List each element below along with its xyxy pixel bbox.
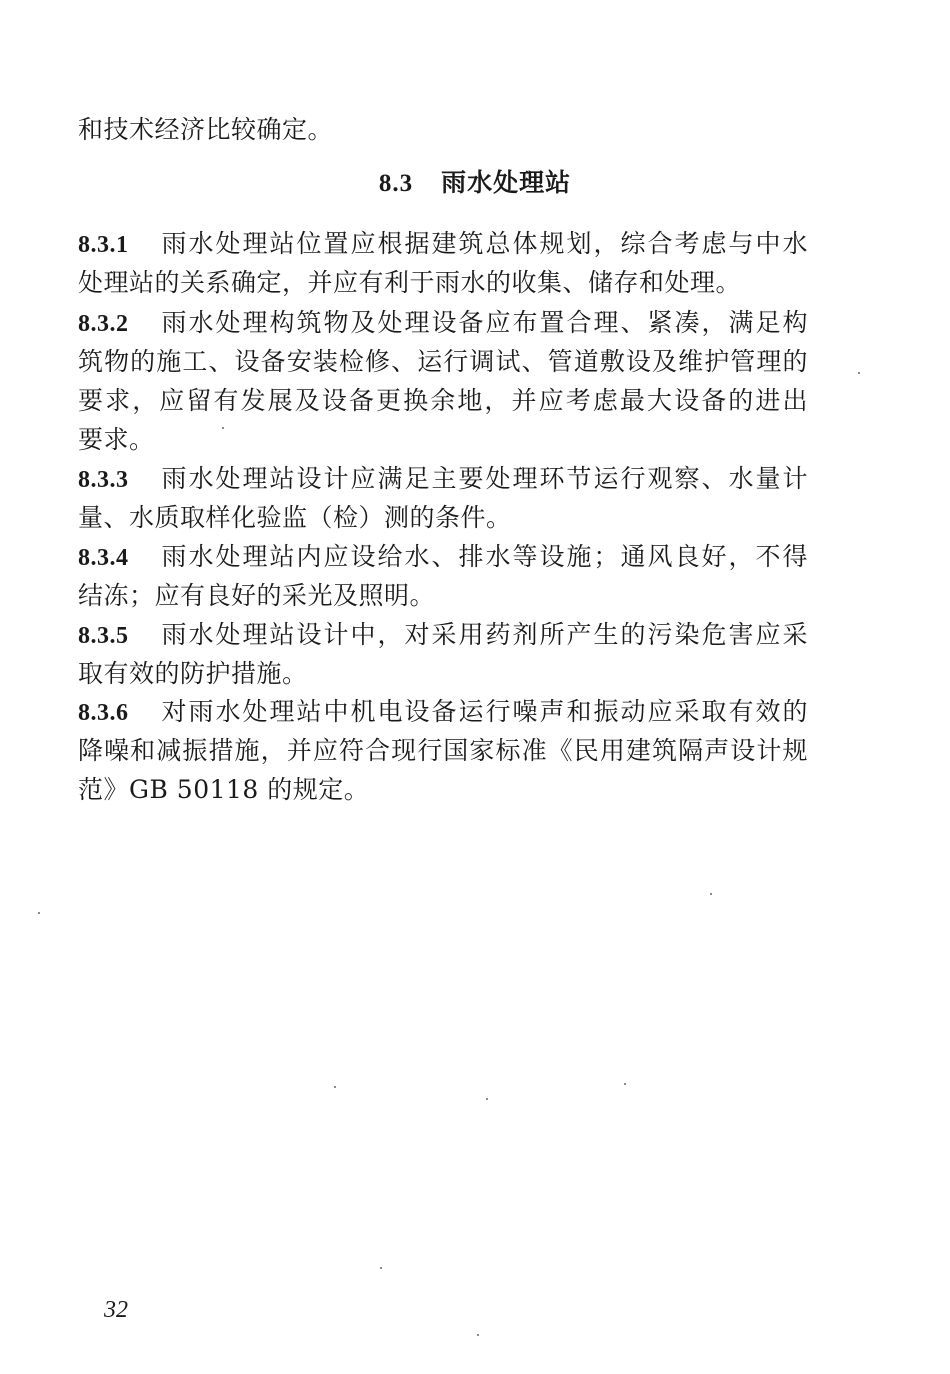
clause-text: 雨水处理站位置应根据建筑总体规划，综合考虑与中水 [160,229,808,258]
scan-speck [38,912,40,914]
scan-speck [222,427,224,429]
section-title: 雨水处理站 [441,168,572,197]
scan-speck [334,1086,336,1088]
clause-number: 8.3.1 [78,232,129,258]
clause-8-3-4-line-1 [78,542,808,573]
clause-8-3-2-line-1 [78,308,808,339]
clause-text: 雨水处理站设计中，对采用药剂所产生的污染危害应采 [160,620,808,649]
clause-8-3-5-line-1 [78,620,808,651]
clause-number: 8.3.4 [78,545,129,571]
clause-8-3-5-line-2: 取有效的防护措施。 [78,659,308,688]
continuation-text: 和技术经济比较确定。 [78,115,334,144]
page-number: 32 [104,1297,128,1323]
scan-speck [486,1098,488,1100]
scan-speck [477,1334,479,1336]
clause-8-3-1-line-2: 处理站的关系确定，并应有利于雨水的收集、储存和处理。 [78,268,742,297]
clause-8-3-3-line-1 [78,464,808,495]
clause-text: 雨水处理站内应设给水、排水等设施；通风良好，不得 [160,542,808,571]
clause-8-3-2-line-3: 要求，应留有发展及设备更换余地，并应考虑最大设备的进出 [78,386,808,415]
clause-number: 8.3.6 [78,700,129,726]
clause-8-3-3-line-2: 量、水质取样化验监（检）测的条件。 [78,503,512,532]
section-heading [0,168,950,199]
clause-text: 雨水处理构筑物及处理设备应布置合理、紧凑，满足构 [160,308,808,337]
clause-number: 8.3.2 [78,311,129,337]
clause-text: 雨水处理站设计应满足主要处理环节运行观察、水量计 [160,464,808,493]
clause-8-3-6-line-2: 降噪和减振措施，并应符合现行国家标准《民用建筑隔声设计规 [78,736,808,765]
clause-8-3-2-line-4: 要求。 [78,425,155,454]
clause-number: 8.3.5 [78,623,129,649]
scan-speck [710,893,712,895]
section-number: 8.3 [378,170,414,197]
clause-text: 对雨水处理站中机电设备运行噪声和振动应采取有效的 [160,697,808,726]
scan-speck [624,1083,626,1085]
clause-8-3-2-line-2: 筑物的施工、设备安装检修、运行调试、管道敷设及维护管理的 [78,347,808,376]
clause-8-3-1-line-1 [78,229,808,260]
clause-8-3-6-line-1 [78,697,808,728]
clause-8-3-6-line-3: 范》GB 50118 的规定。 [78,775,370,804]
clause-number: 8.3.3 [78,467,129,493]
scan-speck [380,1267,382,1269]
clause-8-3-4-line-2: 结冻；应有良好的采光及照明。 [78,581,436,610]
scan-speck [858,372,860,374]
